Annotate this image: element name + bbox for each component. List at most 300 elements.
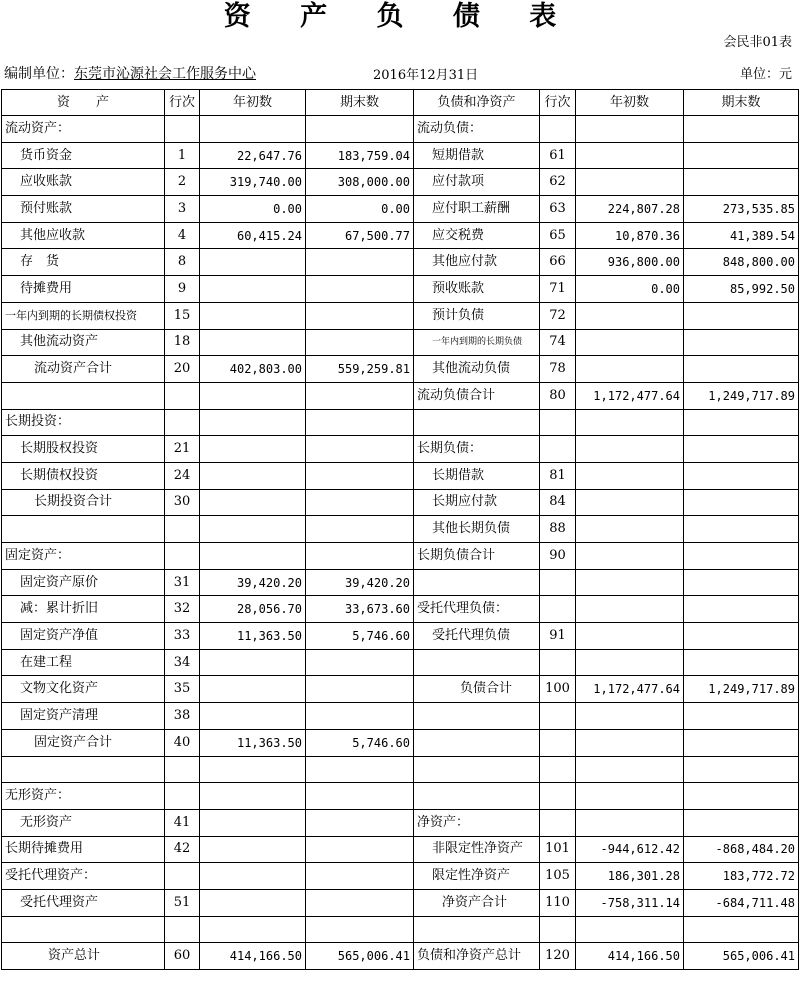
liability-end-value [684, 462, 799, 489]
asset-line-no: 21 [165, 436, 200, 463]
liability-line-no: 71 [540, 276, 576, 303]
liability-line-no: 84 [540, 489, 576, 516]
asset-label: 无形资产： [2, 783, 165, 810]
asset-label: 其他应收款 [2, 222, 165, 249]
form-code: 会民非01表 [723, 35, 792, 50]
table-row [2, 809, 799, 836]
liability-begin-value [576, 329, 684, 356]
asset-label [2, 916, 165, 943]
asset-begin-value [200, 462, 306, 489]
header-end: 期末数 [684, 90, 799, 116]
asset-begin-value [200, 276, 306, 303]
liability-end-value: 1,249,717.89 [684, 382, 799, 409]
liability-begin-value: 0.00 [576, 276, 684, 303]
asset-label: 一年内到期的长期债权投资 [2, 302, 165, 329]
table-row [2, 436, 799, 463]
liability-line-no: 72 [540, 302, 576, 329]
liability-end-value [684, 142, 799, 169]
liability-line-no: 81 [540, 462, 576, 489]
liability-end-value [684, 809, 799, 836]
liability-end-value [684, 649, 799, 676]
asset-line-no: 18 [165, 329, 200, 356]
asset-line-no: 9 [165, 276, 200, 303]
asset-line-no: 33 [165, 623, 200, 650]
liability-line-no: 63 [540, 196, 576, 223]
liability-line-no: 74 [540, 329, 576, 356]
asset-line-no [165, 382, 200, 409]
asset-begin-value [200, 329, 306, 356]
liability-line-no: 90 [540, 543, 576, 570]
liability-end-value [684, 329, 799, 356]
liability-end-value [684, 596, 799, 623]
asset-end-value [306, 276, 414, 303]
asset-end-value: 67,500.77 [306, 222, 414, 249]
header-assets: 资 产 [2, 90, 165, 116]
asset-label: 固定资产清理 [2, 703, 165, 730]
table-header [2, 90, 799, 116]
liability-begin-value: -758,311.14 [576, 889, 684, 916]
org-label: 编制单位： [4, 66, 74, 82]
asset-label: 固定资产合计 [2, 729, 165, 756]
asset-label: 待摊费用 [2, 276, 165, 303]
liability-label: 流动负债： [414, 116, 540, 143]
liability-label: 其他应付款 [414, 249, 540, 276]
liability-begin-value [576, 916, 684, 943]
asset-label [2, 516, 165, 543]
table-row [2, 863, 799, 890]
liability-line-no: 110 [540, 889, 576, 916]
liability-end-value [684, 409, 799, 436]
liability-line-no: 65 [540, 222, 576, 249]
liability-end-value: -684,711.48 [684, 889, 799, 916]
asset-begin-value [200, 889, 306, 916]
asset-begin-value [200, 649, 306, 676]
asset-line-no [165, 116, 200, 143]
liability-label: 其他长期负债 [414, 516, 540, 543]
liability-end-value [684, 302, 799, 329]
org-name: 东莞市沁源社会工作服务中心 [74, 66, 256, 82]
asset-end-value [306, 783, 414, 810]
report-date: 2016年12月31日 [373, 68, 479, 83]
asset-begin-value [200, 703, 306, 730]
table-row [2, 836, 799, 863]
asset-line-no [165, 863, 200, 890]
asset-label: 长期投资合计 [2, 489, 165, 516]
asset-line-no: 4 [165, 222, 200, 249]
liability-line-no [540, 436, 576, 463]
asset-label: 受托代理资产： [2, 863, 165, 890]
header-end: 期末数 [306, 90, 414, 116]
asset-begin-value: 414,166.50 [200, 943, 306, 970]
asset-begin-value [200, 489, 306, 516]
liability-begin-value [576, 623, 684, 650]
asset-label: 预付账款 [2, 196, 165, 223]
asset-line-no: 42 [165, 836, 200, 863]
asset-end-value: 39,420.20 [306, 569, 414, 596]
table-row [2, 222, 799, 249]
asset-label: 固定资产净值 [2, 623, 165, 650]
asset-label: 应收账款 [2, 169, 165, 196]
liability-begin-value [576, 489, 684, 516]
liability-label: 应付款项 [414, 169, 540, 196]
liability-end-value [684, 729, 799, 756]
liability-label: 限定性净资产 [414, 863, 540, 890]
liability-line-no [540, 783, 576, 810]
asset-end-value: 5,746.60 [306, 623, 414, 650]
liability-label [414, 409, 540, 436]
asset-begin-value: 28,056.70 [200, 596, 306, 623]
liability-line-no: 120 [540, 943, 576, 970]
asset-line-no: 3 [165, 196, 200, 223]
liability-label: 一年内到期的长期负债 [414, 329, 540, 356]
liability-line-no: 101 [540, 836, 576, 863]
liability-end-value [684, 756, 799, 783]
asset-end-value [306, 889, 414, 916]
liability-line-no [540, 409, 576, 436]
table-body [2, 116, 799, 970]
header-row [2, 90, 799, 116]
asset-end-value [306, 649, 414, 676]
liability-end-value [684, 356, 799, 383]
asset-end-value: 565,006.41 [306, 943, 414, 970]
liability-end-value [684, 783, 799, 810]
header-liabilities: 负债和净资产 [414, 90, 540, 116]
asset-line-no: 24 [165, 462, 200, 489]
asset-label: 固定资产原价 [2, 569, 165, 596]
table-row [2, 276, 799, 303]
liability-begin-value [576, 703, 684, 730]
liability-label: 非限定性净资产 [414, 836, 540, 863]
asset-begin-value [200, 783, 306, 810]
asset-begin-value [200, 382, 306, 409]
liability-begin-value [576, 516, 684, 543]
table-row [2, 729, 799, 756]
asset-end-value [306, 302, 414, 329]
table-row [2, 382, 799, 409]
asset-line-no: 15 [165, 302, 200, 329]
liability-label: 净资产合计 [414, 889, 540, 916]
asset-line-no: 40 [165, 729, 200, 756]
table-row [2, 356, 799, 383]
liability-end-value [684, 916, 799, 943]
liability-label: 受托代理负债： [414, 596, 540, 623]
asset-begin-value [200, 249, 306, 276]
liability-end-value: 273,535.85 [684, 196, 799, 223]
asset-line-no: 31 [165, 569, 200, 596]
asset-end-value [306, 543, 414, 570]
liability-label [414, 756, 540, 783]
liability-end-value: -868,484.20 [684, 836, 799, 863]
asset-end-value [306, 409, 414, 436]
asset-line-no [165, 516, 200, 543]
table-row [2, 889, 799, 916]
asset-begin-value: 22,647.76 [200, 142, 306, 169]
asset-line-no: 34 [165, 649, 200, 676]
asset-begin-value: 11,363.50 [200, 623, 306, 650]
asset-begin-value: 60,415.24 [200, 222, 306, 249]
table-row [2, 329, 799, 356]
liability-line-no [540, 809, 576, 836]
table-row [2, 516, 799, 543]
table-row [2, 409, 799, 436]
asset-label: 受托代理资产 [2, 889, 165, 916]
liability-end-value [684, 623, 799, 650]
liability-end-value [684, 516, 799, 543]
asset-line-no [165, 783, 200, 810]
asset-label [2, 382, 165, 409]
liability-line-no: 62 [540, 169, 576, 196]
liability-line-no [540, 916, 576, 943]
org-line [4, 63, 256, 83]
asset-end-value [306, 116, 414, 143]
liability-line-no: 88 [540, 516, 576, 543]
asset-label: 货币资金 [2, 142, 165, 169]
liability-end-value [684, 436, 799, 463]
asset-begin-value [200, 836, 306, 863]
asset-end-value: 5,746.60 [306, 729, 414, 756]
liability-label: 负债合计 [414, 676, 540, 703]
asset-line-no: 20 [165, 356, 200, 383]
asset-begin-value: 11,363.50 [200, 729, 306, 756]
liability-begin-value: -944,612.42 [576, 836, 684, 863]
liability-begin-value [576, 116, 684, 143]
liability-begin-value [576, 409, 684, 436]
liability-line-no [540, 596, 576, 623]
liability-end-value [684, 703, 799, 730]
asset-line-no: 51 [165, 889, 200, 916]
asset-end-value [306, 516, 414, 543]
liability-begin-value: 10,870.36 [576, 222, 684, 249]
liability-line-no: 100 [540, 676, 576, 703]
asset-label: 长期投资： [2, 409, 165, 436]
liability-line-no: 61 [540, 142, 576, 169]
asset-line-no: 32 [165, 596, 200, 623]
asset-begin-value: 402,803.00 [200, 356, 306, 383]
liability-line-no [540, 649, 576, 676]
liability-begin-value [576, 809, 684, 836]
asset-end-value: 183,759.04 [306, 142, 414, 169]
table-row [2, 543, 799, 570]
liability-label [414, 703, 540, 730]
report-title: 资 产 负 债 表 [223, 1, 577, 32]
liability-begin-value [576, 302, 684, 329]
liability-end-value [684, 489, 799, 516]
asset-begin-value [200, 543, 306, 570]
liability-label: 长期负债： [414, 436, 540, 463]
liability-end-value: 85,992.50 [684, 276, 799, 303]
liability-label: 流动负债合计 [414, 382, 540, 409]
liability-label [414, 729, 540, 756]
liability-begin-value: 1,172,477.64 [576, 676, 684, 703]
asset-label: 长期股权投资 [2, 436, 165, 463]
asset-end-value: 33,673.60 [306, 596, 414, 623]
asset-begin-value [200, 756, 306, 783]
liability-begin-value [576, 142, 684, 169]
asset-end-value [306, 329, 414, 356]
header-begin: 年初数 [200, 90, 306, 116]
liability-begin-value: 414,166.50 [576, 943, 684, 970]
table-row [2, 943, 799, 970]
asset-begin-value: 39,420.20 [200, 569, 306, 596]
asset-line-no: 41 [165, 809, 200, 836]
asset-begin-value [200, 302, 306, 329]
header-line-no: 行次 [165, 90, 200, 116]
header-line-no: 行次 [540, 90, 576, 116]
asset-begin-value [200, 809, 306, 836]
table-row [2, 462, 799, 489]
asset-label: 长期债权投资 [2, 462, 165, 489]
table-row [2, 916, 799, 943]
asset-label: 固定资产： [2, 543, 165, 570]
liability-begin-value [576, 756, 684, 783]
liability-line-no [540, 729, 576, 756]
asset-label: 无形资产 [2, 809, 165, 836]
liability-label: 长期负债合计 [414, 543, 540, 570]
liability-label: 其他流动负债 [414, 356, 540, 383]
liability-begin-value: 936,800.00 [576, 249, 684, 276]
liability-line-no: 66 [540, 249, 576, 276]
liability-label: 净资产： [414, 809, 540, 836]
asset-end-value [306, 703, 414, 730]
asset-end-value [306, 462, 414, 489]
liability-label [414, 916, 540, 943]
liability-line-no: 78 [540, 356, 576, 383]
asset-end-value [306, 382, 414, 409]
asset-end-value [306, 756, 414, 783]
asset-end-value [306, 916, 414, 943]
table-row [2, 623, 799, 650]
balance-sheet-table [1, 89, 799, 970]
asset-line-no: 1 [165, 142, 200, 169]
asset-begin-value [200, 916, 306, 943]
table-row [2, 569, 799, 596]
liability-line-no [540, 569, 576, 596]
table-row [2, 649, 799, 676]
asset-end-value [306, 249, 414, 276]
asset-label: 在建工程 [2, 649, 165, 676]
liability-begin-value: 186,301.28 [576, 863, 684, 890]
table-row [2, 249, 799, 276]
liability-label: 长期借款 [414, 462, 540, 489]
asset-line-no [165, 409, 200, 436]
asset-begin-value: 0.00 [200, 196, 306, 223]
asset-line-no: 60 [165, 943, 200, 970]
asset-end-value: 0.00 [306, 196, 414, 223]
liability-label: 预收账款 [414, 276, 540, 303]
asset-begin-value: 319,740.00 [200, 169, 306, 196]
liability-begin-value: 224,807.28 [576, 196, 684, 223]
asset-end-value: 308,000.00 [306, 169, 414, 196]
asset-line-no [165, 756, 200, 783]
liability-line-no: 105 [540, 863, 576, 890]
asset-begin-value [200, 409, 306, 436]
asset-end-value [306, 863, 414, 890]
liability-label [414, 569, 540, 596]
table-row [2, 196, 799, 223]
liability-line-no [540, 703, 576, 730]
liability-end-value: 848,800.00 [684, 249, 799, 276]
liability-begin-value: 1,172,477.64 [576, 382, 684, 409]
liability-end-value [684, 169, 799, 196]
liability-label: 应付职工薪酬 [414, 196, 540, 223]
table-row [2, 142, 799, 169]
asset-line-no: 2 [165, 169, 200, 196]
liability-begin-value [576, 596, 684, 623]
asset-end-value: 559,259.81 [306, 356, 414, 383]
liability-end-value: 183,772.72 [684, 863, 799, 890]
table-row [2, 489, 799, 516]
liability-begin-value [576, 169, 684, 196]
liability-label [414, 649, 540, 676]
asset-begin-value [200, 116, 306, 143]
liability-label: 预计负债 [414, 302, 540, 329]
asset-label: 流动资产合计 [2, 356, 165, 383]
liability-label: 长期应付款 [414, 489, 540, 516]
liability-begin-value [576, 356, 684, 383]
liability-begin-value [576, 569, 684, 596]
liability-line-no [540, 116, 576, 143]
table-row [2, 596, 799, 623]
liability-begin-value [576, 543, 684, 570]
liability-line-no: 91 [540, 623, 576, 650]
table-row [2, 116, 799, 143]
asset-label: 存 货 [2, 249, 165, 276]
table-row [2, 169, 799, 196]
asset-label: 文物文化资产 [2, 676, 165, 703]
asset-end-value [306, 436, 414, 463]
asset-begin-value [200, 436, 306, 463]
liability-label: 受托代理负债 [414, 623, 540, 650]
table-row [2, 783, 799, 810]
asset-line-no: 38 [165, 703, 200, 730]
report-meta-line [0, 63, 800, 83]
asset-end-value [306, 489, 414, 516]
asset-line-no: 35 [165, 676, 200, 703]
table-row [2, 756, 799, 783]
asset-label: 长期待摊费用 [2, 836, 165, 863]
table-row [2, 302, 799, 329]
liability-begin-value [576, 783, 684, 810]
liability-end-value [684, 116, 799, 143]
liability-begin-value [576, 729, 684, 756]
liability-end-value [684, 543, 799, 570]
liability-label: 负债和净资产总计 [414, 943, 540, 970]
liability-begin-value [576, 462, 684, 489]
asset-label [2, 756, 165, 783]
asset-end-value [306, 809, 414, 836]
asset-label: 资产总计 [2, 943, 165, 970]
asset-line-no: 8 [165, 249, 200, 276]
liability-line-no [540, 756, 576, 783]
liability-end-value: 1,249,717.89 [684, 676, 799, 703]
liability-end-value [684, 569, 799, 596]
asset-line-no [165, 543, 200, 570]
liability-line-no: 80 [540, 382, 576, 409]
liability-begin-value [576, 649, 684, 676]
asset-end-value [306, 676, 414, 703]
liability-end-value: 41,389.54 [684, 222, 799, 249]
table-row [2, 703, 799, 730]
liability-label: 短期借款 [414, 142, 540, 169]
liability-label [414, 783, 540, 810]
asset-line-no [165, 916, 200, 943]
asset-end-value [306, 836, 414, 863]
asset-line-no: 30 [165, 489, 200, 516]
liability-label: 应交税费 [414, 222, 540, 249]
asset-begin-value [200, 863, 306, 890]
table-row [2, 676, 799, 703]
liability-end-value: 565,006.41 [684, 943, 799, 970]
